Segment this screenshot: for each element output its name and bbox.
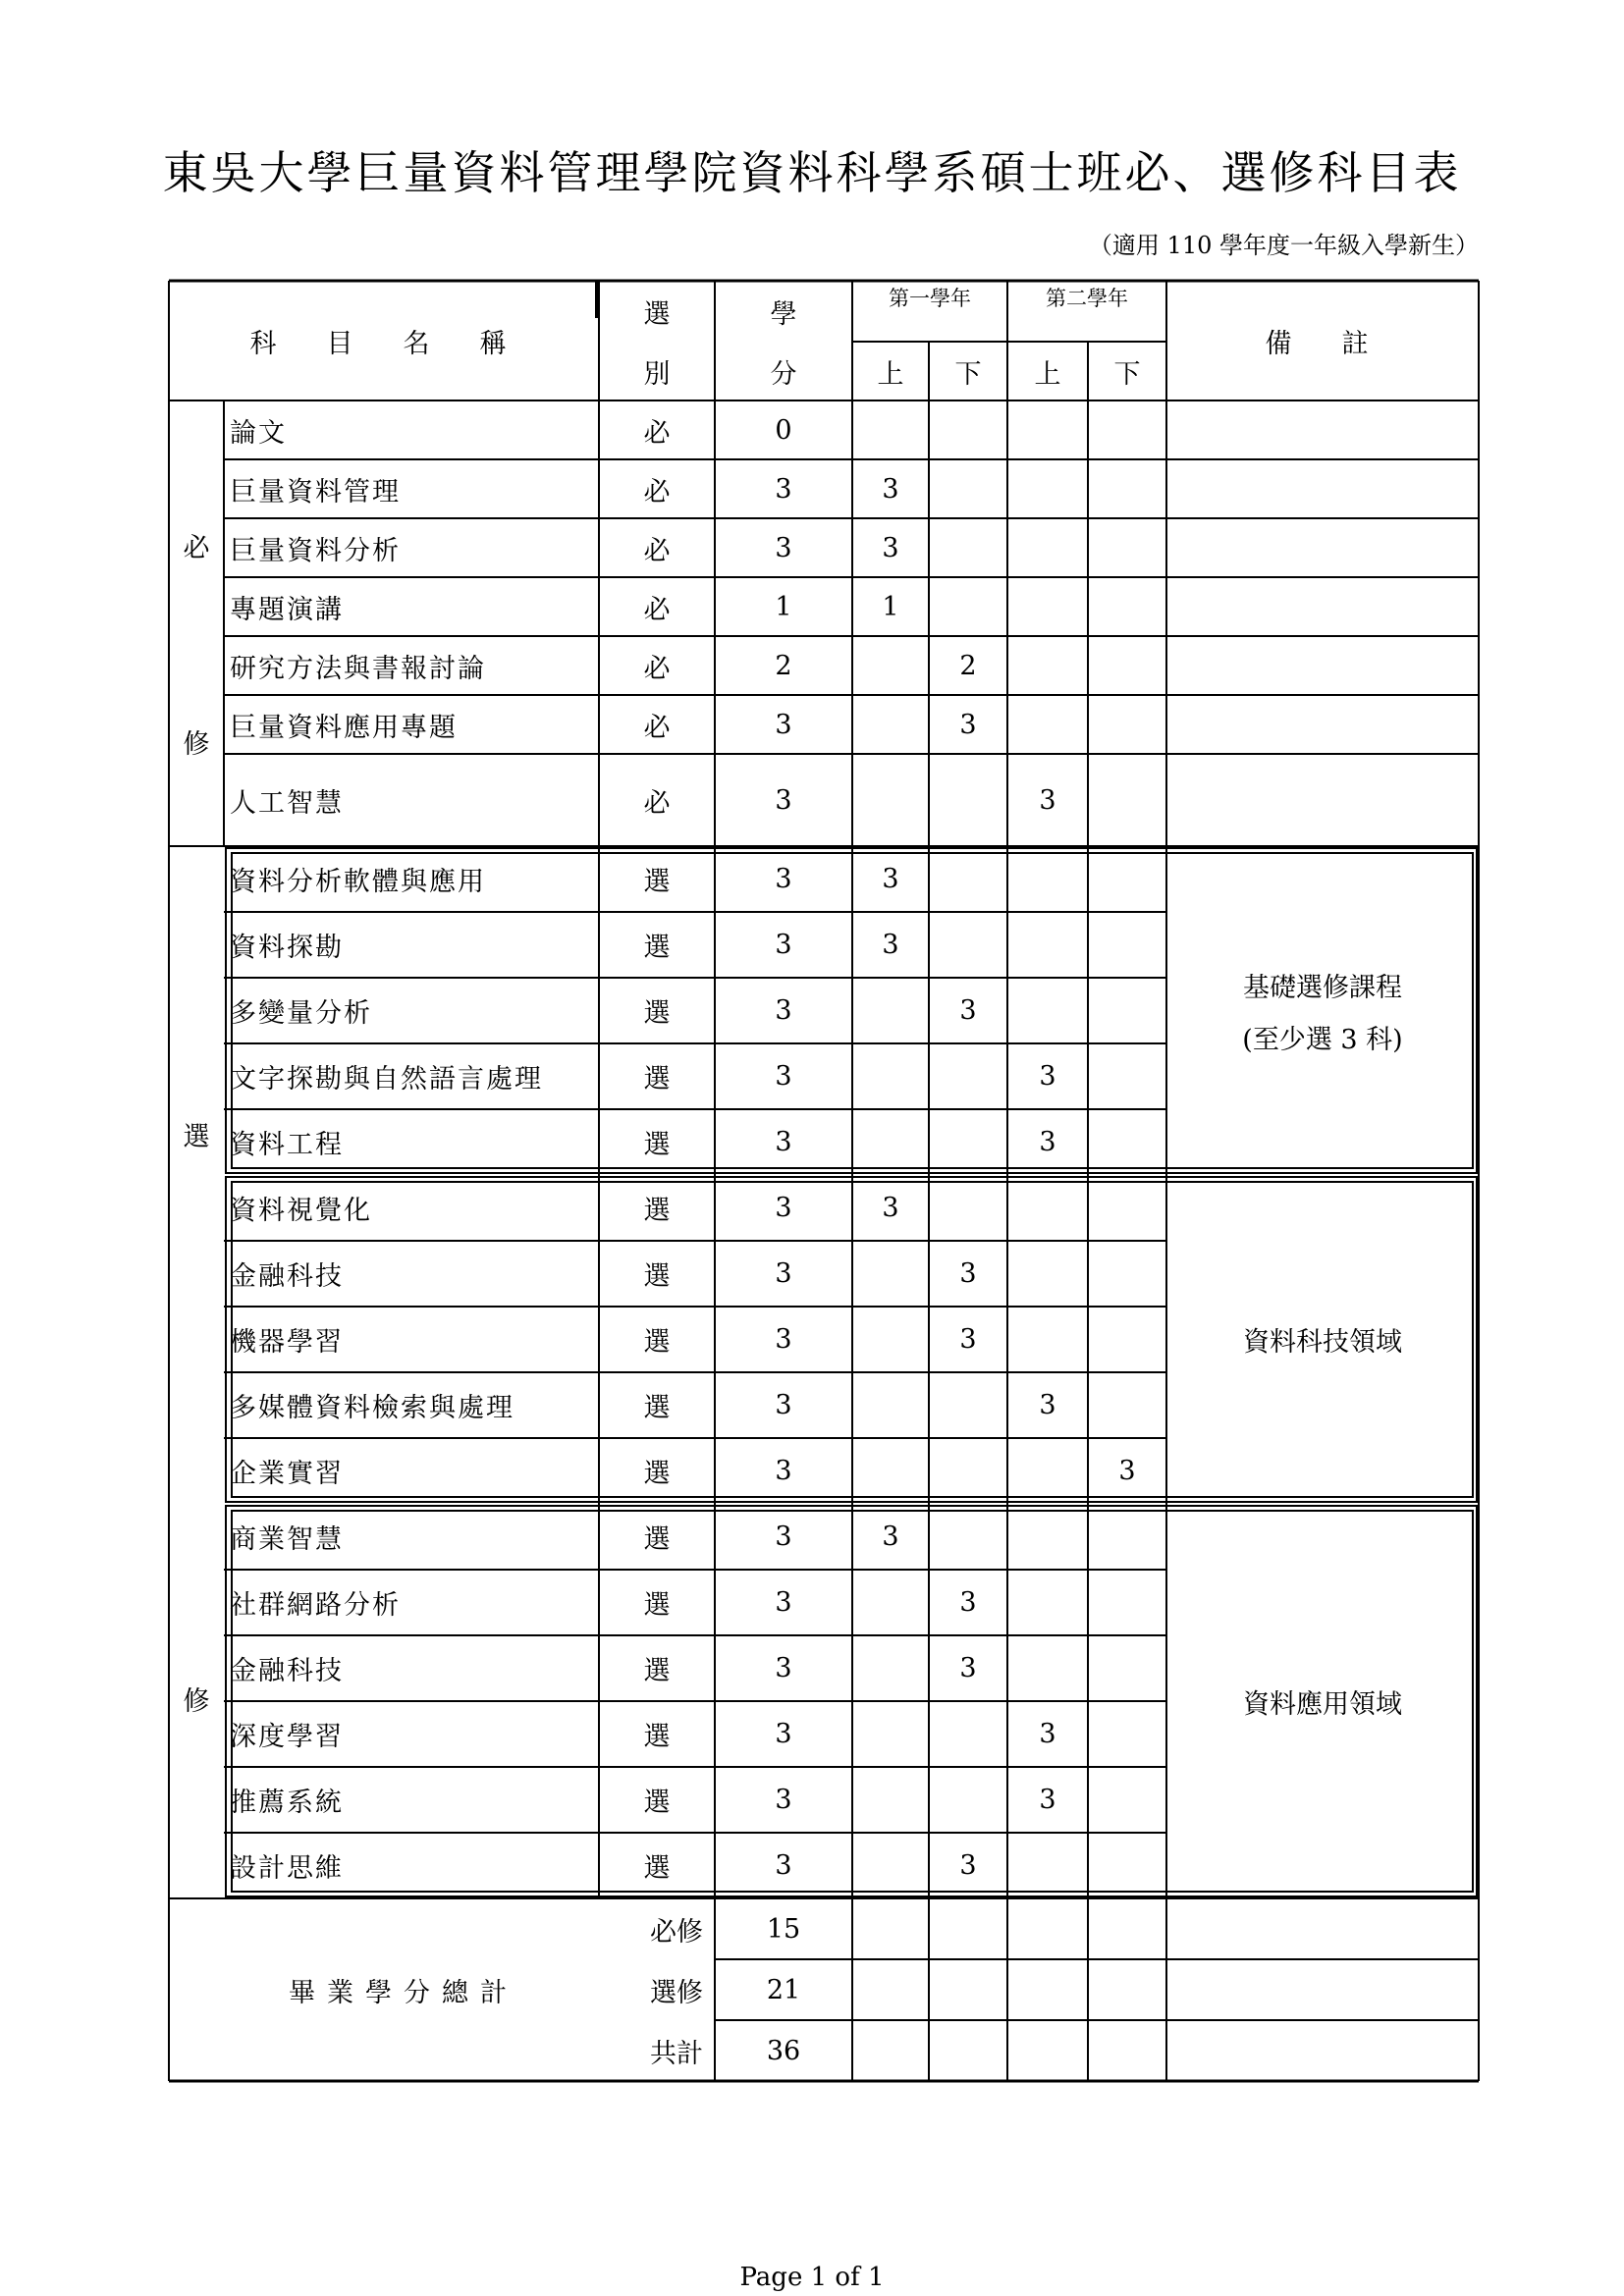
- required-row-5-semester-2: 2: [959, 650, 977, 681]
- required-row-1-semester-4: [1088, 400, 1166, 459]
- elective-g1-row-5-semester-3: 3: [1039, 1127, 1056, 1157]
- elective-g3-row-2-semester-2: 3: [959, 1587, 977, 1618]
- required-row-5-credits: 2: [775, 650, 792, 681]
- elective-g3-row-2-name: 社群網路分析: [230, 1590, 401, 1621]
- required-row-4-semester-2: [929, 577, 1007, 636]
- elective-g1-row-5-name: 資料工程: [230, 1130, 344, 1160]
- elective-g2-row-4-credits: 3: [775, 1390, 792, 1420]
- required-row-5-semester-1: [852, 636, 929, 695]
- elective-g2-row-4-semester-2: [929, 1372, 1007, 1438]
- elective-g3-row-5-semester-4: [1088, 1767, 1166, 1833]
- elective-g1-row-1-name: 資料分析軟體與應用: [230, 867, 486, 897]
- elective-g1-row-3-type: 選: [643, 998, 671, 1029]
- elective-g1-row-2-semester-4: [1088, 912, 1166, 978]
- elective-g3-row-6-type: 選: [643, 1853, 671, 1884]
- elective-g2-row-4-type: 選: [643, 1393, 671, 1423]
- elective-g1-row-5-semester-1: [852, 1109, 929, 1175]
- elective-g3-row-4-name: 深度學習: [230, 1722, 344, 1752]
- required-row-4-credits: 1: [775, 591, 792, 622]
- elective-group-2-remark-line1: 資料科技領域: [1243, 1327, 1402, 1358]
- required-row-5-semester-3: [1007, 636, 1088, 695]
- elective-g1-row-5-semester-2: [929, 1109, 1007, 1175]
- elective-g2-row-5-name: 企業實習: [230, 1459, 344, 1489]
- elective-g3-row-5-semester-1: [852, 1767, 929, 1833]
- required-row-7-credits: 3: [775, 784, 792, 816]
- header-credit-bottom: 分: [770, 358, 797, 390]
- elective-g2-row-2-semester-3: [1007, 1241, 1088, 1307]
- required-row-4-semester-4: [1088, 577, 1166, 636]
- elective-g1-row-1-semester-4: [1088, 846, 1166, 912]
- required-row-4-name: 專題演講: [230, 594, 344, 625]
- header-year1: 第一學年: [889, 287, 971, 310]
- required-row-7-semester-1: [852, 754, 929, 846]
- totals-row-1-label: 必修: [650, 1916, 703, 1948]
- elective-g3-row-1-semester-2: [929, 1504, 1007, 1570]
- elective-g1-row-4-credits: 3: [775, 1061, 792, 1092]
- header-type-top: 選: [643, 298, 671, 330]
- required-row-3-type: 必: [643, 535, 671, 566]
- elective-g3-row-3-semester-2: 3: [959, 1653, 977, 1683]
- elective-g3-row-6-semester-1: [852, 1833, 929, 1898]
- document-title: 東吳大學巨量資料管理學院資料科學系碩士班必、選修科目表: [162, 146, 1462, 199]
- required-row-6-credits: 3: [775, 709, 792, 740]
- totals-row-2-label: 選修: [650, 1977, 703, 2008]
- elective-g2-row-3-semester-2: 3: [959, 1324, 977, 1355]
- required-row-6-name: 巨量資料應用專題: [230, 712, 458, 743]
- elective-g3-row-2-type: 選: [643, 1590, 671, 1621]
- elective-group-1-remark-line1: 基礎選修課程: [1243, 972, 1402, 1003]
- required-group-label-2: 修: [183, 728, 210, 760]
- elective-g3-row-1-name: 商業智慧: [230, 1524, 344, 1555]
- elective-g3-row-3-semester-4: [1088, 1635, 1166, 1701]
- elective-g2-row-2-semester-1: [852, 1241, 929, 1307]
- elective-g1-row-1-type: 選: [643, 867, 671, 897]
- elective-g3-row-5-credits: 3: [775, 1785, 792, 1815]
- header-semester-3: 上: [1034, 358, 1061, 390]
- elective-g1-row-4-name: 文字探勘與自然語言處理: [230, 1064, 543, 1095]
- required-row-6-semester-4: [1088, 695, 1166, 754]
- required-row-2-semester-2: [929, 459, 1007, 518]
- required-row-3-semester-2: [929, 518, 1007, 577]
- elective-g1-row-3-semester-2: 3: [959, 995, 977, 1026]
- header-credit-top: 學: [770, 298, 797, 330]
- elective-g2-row-5-semester-4: 3: [1118, 1456, 1136, 1486]
- required-row-2-semester-4: [1088, 459, 1166, 518]
- required-row-1-semester-1: [852, 400, 929, 459]
- elective-g2-row-2-semester-2: 3: [959, 1258, 977, 1289]
- elective-g1-row-3-semester-4: [1088, 978, 1166, 1043]
- elective-g3-row-3-semester-1: [852, 1635, 929, 1701]
- document-subtitle: （適用 110 學年度一年級入學新生）: [1088, 232, 1479, 259]
- elective-g3-row-5-type: 選: [643, 1788, 671, 1818]
- header-year2: 第二學年: [1046, 287, 1128, 310]
- elective-g3-row-1-semester-3: [1007, 1504, 1088, 1570]
- elective-g3-row-6-credits: 3: [775, 1850, 792, 1881]
- required-group-label-1: 必: [183, 532, 210, 563]
- elective-g2-row-5-semester-1: [852, 1438, 929, 1504]
- totals-row-1-value: 15: [766, 1913, 801, 1945]
- elective-g1-row-2-credits: 3: [775, 930, 792, 960]
- elective-g2-row-2-type: 選: [643, 1261, 671, 1292]
- elective-g2-row-1-type: 選: [643, 1196, 671, 1226]
- elective-g2-row-1-semester-4: [1088, 1175, 1166, 1241]
- elective-g3-row-4-type: 選: [643, 1722, 671, 1752]
- elective-g2-row-5-semester-2: [929, 1438, 1007, 1504]
- required-row-5-semester-4: [1088, 636, 1166, 695]
- elective-g3-row-6-semester-3: [1007, 1833, 1088, 1898]
- required-row-6-semester-2: 3: [959, 709, 977, 740]
- elective-g2-row-2-credits: 3: [775, 1258, 792, 1289]
- required-row-4-semester-3: [1007, 577, 1088, 636]
- elective-g1-row-3-credits: 3: [775, 995, 792, 1026]
- required-row-6-type: 必: [643, 712, 671, 743]
- elective-g1-row-4-semester-1: [852, 1043, 929, 1109]
- elective-g1-row-1-credits: 3: [775, 864, 792, 894]
- elective-group-label-2: 修: [183, 1685, 210, 1717]
- required-row-7-semester-3: 3: [1039, 784, 1056, 816]
- elective-group-1-remark-line2: (至少選 3 科): [1242, 1024, 1403, 1055]
- elective-g2-row-4-semester-3: 3: [1039, 1390, 1056, 1420]
- required-row-3-name: 巨量資料分析: [230, 535, 401, 566]
- elective-g1-row-3-semester-1: [852, 978, 929, 1043]
- elective-g3-row-2-credits: 3: [775, 1587, 792, 1618]
- elective-g2-row-5-type: 選: [643, 1459, 671, 1489]
- required-row-5-type: 必: [643, 653, 671, 684]
- elective-g1-row-2-semester-2: [929, 912, 1007, 978]
- elective-g1-row-1-semester-2: [929, 846, 1007, 912]
- page-footer: Page 1 of 1: [739, 2263, 885, 2292]
- totals-row-3-value: 36: [766, 2035, 801, 2066]
- required-row-1-name: 論文: [230, 417, 287, 449]
- required-row-2-semester-1: 3: [882, 473, 899, 505]
- elective-g1-row-5-credits: 3: [775, 1127, 792, 1157]
- required-row-3-semester-4: [1088, 518, 1166, 577]
- elective-g3-row-1-credits: 3: [775, 1522, 792, 1552]
- required-row-2-name: 巨量資料管理: [230, 476, 401, 507]
- elective-g3-row-4-semester-2: [929, 1701, 1007, 1767]
- elective-g2-row-3-type: 選: [643, 1327, 671, 1358]
- elective-g1-row-4-semester-2: [929, 1043, 1007, 1109]
- elective-g1-row-5-type: 選: [643, 1130, 671, 1160]
- required-row-2-type: 必: [643, 476, 671, 507]
- header-semester-4: 下: [1113, 358, 1141, 390]
- elective-group-label-1: 選: [183, 1121, 210, 1152]
- required-row-6-semester-1: [852, 695, 929, 754]
- header-remarks: 備 註: [1265, 328, 1380, 359]
- elective-g2-row-1-semester-1: 3: [882, 1193, 899, 1223]
- header-subject-name: 科 目 名 稱: [249, 328, 518, 359]
- elective-g3-row-5-name: 推薦系統: [230, 1788, 344, 1818]
- elective-g3-row-6-name: 設計思維: [230, 1853, 344, 1884]
- elective-g1-row-5-semester-4: [1088, 1109, 1166, 1175]
- required-row-6-semester-3: [1007, 695, 1088, 754]
- required-row-3-semester-1: 3: [882, 532, 899, 563]
- elective-g2-row-1-semester-2: [929, 1175, 1007, 1241]
- elective-g1-row-2-semester-1: 3: [882, 930, 899, 960]
- elective-g2-row-3-semester-4: [1088, 1307, 1166, 1372]
- header-type-bottom: 別: [643, 358, 671, 390]
- elective-group-3-remark: [1166, 1504, 1479, 1898]
- elective-g3-row-4-credits: 3: [775, 1719, 792, 1749]
- elective-g1-row-4-semester-4: [1088, 1043, 1166, 1109]
- elective-group-1-remark: [1166, 846, 1479, 1175]
- elective-g2-row-4-semester-1: [852, 1372, 929, 1438]
- elective-g2-row-4-semester-4: [1088, 1372, 1166, 1438]
- elective-g3-row-5-semester-3: 3: [1039, 1785, 1056, 1815]
- elective-g3-row-4-semester-4: [1088, 1701, 1166, 1767]
- elective-g3-row-5-semester-2: [929, 1767, 1007, 1833]
- elective-g1-row-4-type: 選: [643, 1064, 671, 1095]
- elective-g3-row-2-semester-3: [1007, 1570, 1088, 1635]
- elective-g2-row-5-credits: 3: [775, 1456, 792, 1486]
- elective-g1-row-2-type: 選: [643, 933, 671, 963]
- elective-g3-row-1-type: 選: [643, 1524, 671, 1555]
- elective-g3-row-6-semester-2: 3: [959, 1850, 977, 1881]
- elective-g1-row-3-name: 多變量分析: [230, 998, 372, 1029]
- required-row-3-semester-3: [1007, 518, 1088, 577]
- required-row-7-name: 人工智慧: [230, 787, 344, 819]
- required-row-7-semester-4: [1088, 754, 1166, 846]
- required-row-7-type: 必: [643, 787, 671, 819]
- elective-g3-row-4-semester-1: [852, 1701, 929, 1767]
- required-row-1-semester-2: [929, 400, 1007, 459]
- elective-g2-row-3-semester-3: [1007, 1307, 1088, 1372]
- elective-g2-row-5-semester-3: [1007, 1438, 1088, 1504]
- elective-group-3-remark-line1: 資料應用領域: [1243, 1688, 1402, 1720]
- elective-g2-row-3-name: 機器學習: [230, 1327, 344, 1358]
- header-semester-2: 下: [954, 358, 982, 390]
- elective-g2-row-3-semester-1: [852, 1307, 929, 1372]
- elective-g3-row-1-semester-4: [1088, 1504, 1166, 1570]
- elective-g3-row-4-semester-3: 3: [1039, 1719, 1056, 1749]
- required-row-2-semester-3: [1007, 459, 1088, 518]
- elective-g2-row-2-name: 金融科技: [230, 1261, 344, 1292]
- elective-g3-row-6-semester-4: [1088, 1833, 1166, 1898]
- elective-g3-row-3-semester-3: [1007, 1635, 1088, 1701]
- elective-g3-row-3-name: 金融科技: [230, 1656, 344, 1686]
- elective-g3-row-3-type: 選: [643, 1656, 671, 1686]
- elective-group-2-remark: [1166, 1175, 1479, 1504]
- elective-g2-row-3-credits: 3: [775, 1324, 792, 1355]
- required-row-4-semester-1: 1: [882, 591, 899, 622]
- elective-g2-row-1-semester-3: [1007, 1175, 1088, 1241]
- totals-row-3-label: 共計: [650, 2038, 703, 2069]
- required-row-5-name: 研究方法與書報討論: [230, 653, 486, 684]
- elective-g3-row-3-credits: 3: [775, 1653, 792, 1683]
- required-row-2-credits: 3: [775, 473, 792, 505]
- elective-g1-row-4-semester-3: 3: [1039, 1061, 1056, 1092]
- totals-row-2-value: 21: [766, 1974, 801, 2005]
- elective-g3-row-2-semester-4: [1088, 1570, 1166, 1635]
- elective-g1-row-2-name: 資料探勘: [230, 933, 344, 963]
- totals-label: 畢業學分總計: [289, 1977, 518, 2008]
- required-row-1-credits: 0: [775, 414, 792, 446]
- elective-g2-row-1-name: 資料視覺化: [230, 1196, 372, 1226]
- elective-g2-row-4-name: 多媒體資料檢索與處理: [230, 1393, 514, 1423]
- elective-g1-row-3-semester-3: [1007, 978, 1088, 1043]
- elective-g1-row-1-semester-1: 3: [882, 864, 899, 894]
- elective-g1-row-1-semester-3: [1007, 846, 1088, 912]
- elective-g2-row-1-credits: 3: [775, 1193, 792, 1223]
- header-semester-1: 上: [877, 358, 904, 390]
- required-row-3-credits: 3: [775, 532, 792, 563]
- elective-g3-row-1-semester-1: 3: [882, 1522, 899, 1552]
- required-row-1-semester-3: [1007, 400, 1088, 459]
- required-row-7-semester-2: [929, 754, 1007, 846]
- elective-g2-row-2-semester-4: [1088, 1241, 1166, 1307]
- required-row-4-type: 必: [643, 594, 671, 625]
- elective-g1-row-2-semester-3: [1007, 912, 1088, 978]
- elective-g3-row-2-semester-1: [852, 1570, 929, 1635]
- required-row-1-type: 必: [643, 417, 671, 449]
